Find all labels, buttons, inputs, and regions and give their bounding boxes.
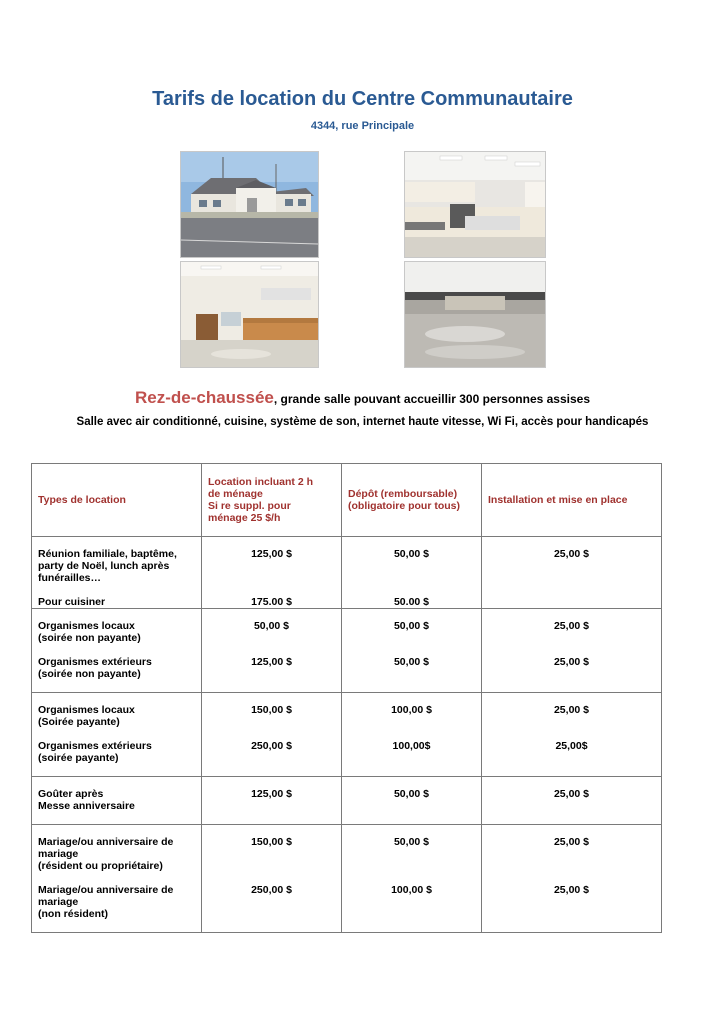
header-install: Installation et mise en place bbox=[482, 464, 662, 537]
deposit-cell bbox=[342, 825, 482, 933]
deposit-value: 100,00 $ bbox=[391, 704, 432, 716]
type-label-line: Goûter après bbox=[38, 788, 104, 800]
floor-heading bbox=[0, 388, 725, 408]
page-title: Tarifs de location du Centre Communautaire bbox=[152, 88, 573, 110]
deposit-cell bbox=[342, 537, 482, 609]
location-value: 250,00 $ bbox=[251, 884, 292, 896]
install-value: 25,00 $ bbox=[553, 704, 590, 716]
location-value: 125,00 $ bbox=[251, 656, 292, 668]
location-value: 125,00 $ bbox=[251, 548, 292, 560]
table-row bbox=[32, 609, 662, 693]
type-cell bbox=[32, 825, 202, 933]
deposit-value: 100,00$ bbox=[392, 740, 431, 752]
install-cell bbox=[482, 609, 662, 693]
table-row bbox=[32, 693, 662, 777]
type-label-line: (résident ou propriétaire) bbox=[38, 860, 163, 872]
type-label-line: party de Noël, lunch après bbox=[38, 560, 170, 572]
location-value: 175.00 $ bbox=[251, 596, 292, 608]
table-row bbox=[32, 825, 662, 933]
type-label-line: Organismes extérieurs bbox=[38, 740, 152, 752]
deposit-value: 50,00 $ bbox=[393, 788, 430, 800]
deposit-value: 50,00 $ bbox=[393, 656, 430, 668]
deposit-value: 50.00 $ bbox=[393, 596, 430, 608]
table-row bbox=[32, 537, 662, 609]
hall-counter-photo bbox=[180, 261, 319, 368]
type-label-line: (soirée non payante) bbox=[38, 632, 141, 644]
type-label-line: mariage bbox=[38, 848, 79, 860]
type-label-line: (Soirée payante) bbox=[38, 716, 120, 728]
hall-floor-photo bbox=[404, 261, 546, 368]
install-value: 25,00 $ bbox=[553, 788, 590, 800]
install-value: 25,00 $ bbox=[553, 656, 590, 668]
install-cell bbox=[482, 693, 662, 777]
type-label-line: Organismes extérieurs bbox=[38, 656, 152, 668]
amenities: Salle avec air conditionné, cuisine, système de son, internet haute vitesse, Wi Fi, accès pour handicapés bbox=[76, 416, 649, 428]
location-cell bbox=[202, 693, 342, 777]
install-cell bbox=[482, 537, 662, 609]
install-cell bbox=[482, 825, 662, 933]
header-location: Location incluant 2 h de ménage Si re suppl. pour ménage 25 $/h bbox=[202, 464, 342, 537]
install-value: 25,00 $ bbox=[553, 620, 590, 632]
location-value: 150,00 $ bbox=[251, 836, 292, 848]
rates-table bbox=[31, 463, 662, 933]
type-label-line: Organismes locaux bbox=[38, 704, 135, 716]
header-deposit: Dépôt (remboursable) (obligatoire pour tous) bbox=[342, 464, 482, 537]
type-label-line: mariage bbox=[38, 896, 79, 908]
location-cell bbox=[202, 537, 342, 609]
install-value: 25,00 $ bbox=[553, 884, 590, 896]
type-label-line: funérailles… bbox=[38, 572, 102, 584]
location-cell bbox=[202, 777, 342, 825]
deposit-value: 50,00 $ bbox=[393, 620, 430, 632]
deposit-cell bbox=[342, 609, 482, 693]
deposit-cell bbox=[342, 777, 482, 825]
deposit-value: 50,00 $ bbox=[393, 836, 430, 848]
exterior-photo bbox=[180, 151, 319, 258]
type-cell bbox=[32, 537, 202, 609]
type-label-line: Réunion familiale, baptême, bbox=[38, 548, 177, 560]
table-row bbox=[32, 777, 662, 825]
type-label-line: Organismes locaux bbox=[38, 620, 135, 632]
location-value: 250,00 $ bbox=[251, 740, 292, 752]
type-label-line: (soirée non payante) bbox=[38, 668, 141, 680]
location-value: 150,00 $ bbox=[251, 704, 292, 716]
type-label-line: Mariage/ou anniversaire de bbox=[38, 836, 174, 848]
type-cell bbox=[32, 777, 202, 825]
type-cell bbox=[32, 609, 202, 693]
table-header-row bbox=[32, 464, 662, 537]
type-label-line: (soirée payante) bbox=[38, 752, 119, 764]
type-label-line: Pour cuisiner bbox=[38, 596, 106, 608]
table-body bbox=[32, 537, 662, 933]
deposit-value: 100,00 $ bbox=[391, 884, 432, 896]
deposit-cell bbox=[342, 693, 482, 777]
type-cell bbox=[32, 693, 202, 777]
floor-name: Rez-de-chaussée bbox=[134, 388, 274, 407]
type-label-line: Mariage/ou anniversaire de bbox=[38, 884, 174, 896]
type-label-line: (non résident) bbox=[38, 908, 108, 920]
location-cell bbox=[202, 825, 342, 933]
location-cell bbox=[202, 609, 342, 693]
install-cell bbox=[482, 777, 662, 825]
install-value: 25,00 $ bbox=[553, 836, 590, 848]
kitchen-photo bbox=[404, 151, 546, 258]
address: 4344, rue Principale bbox=[310, 120, 415, 132]
header-type: Types de location bbox=[32, 464, 202, 537]
floor-description: , grande salle pouvant accueillir 300 personnes assises bbox=[273, 392, 591, 406]
install-value: 25,00 $ bbox=[553, 548, 590, 560]
type-label-line: Messe anniversaire bbox=[38, 800, 135, 812]
location-value: 50,00 $ bbox=[253, 620, 290, 632]
location-value: 125,00 $ bbox=[251, 788, 292, 800]
deposit-value: 50,00 $ bbox=[393, 548, 430, 560]
install-value: 25,00$ bbox=[555, 740, 588, 752]
